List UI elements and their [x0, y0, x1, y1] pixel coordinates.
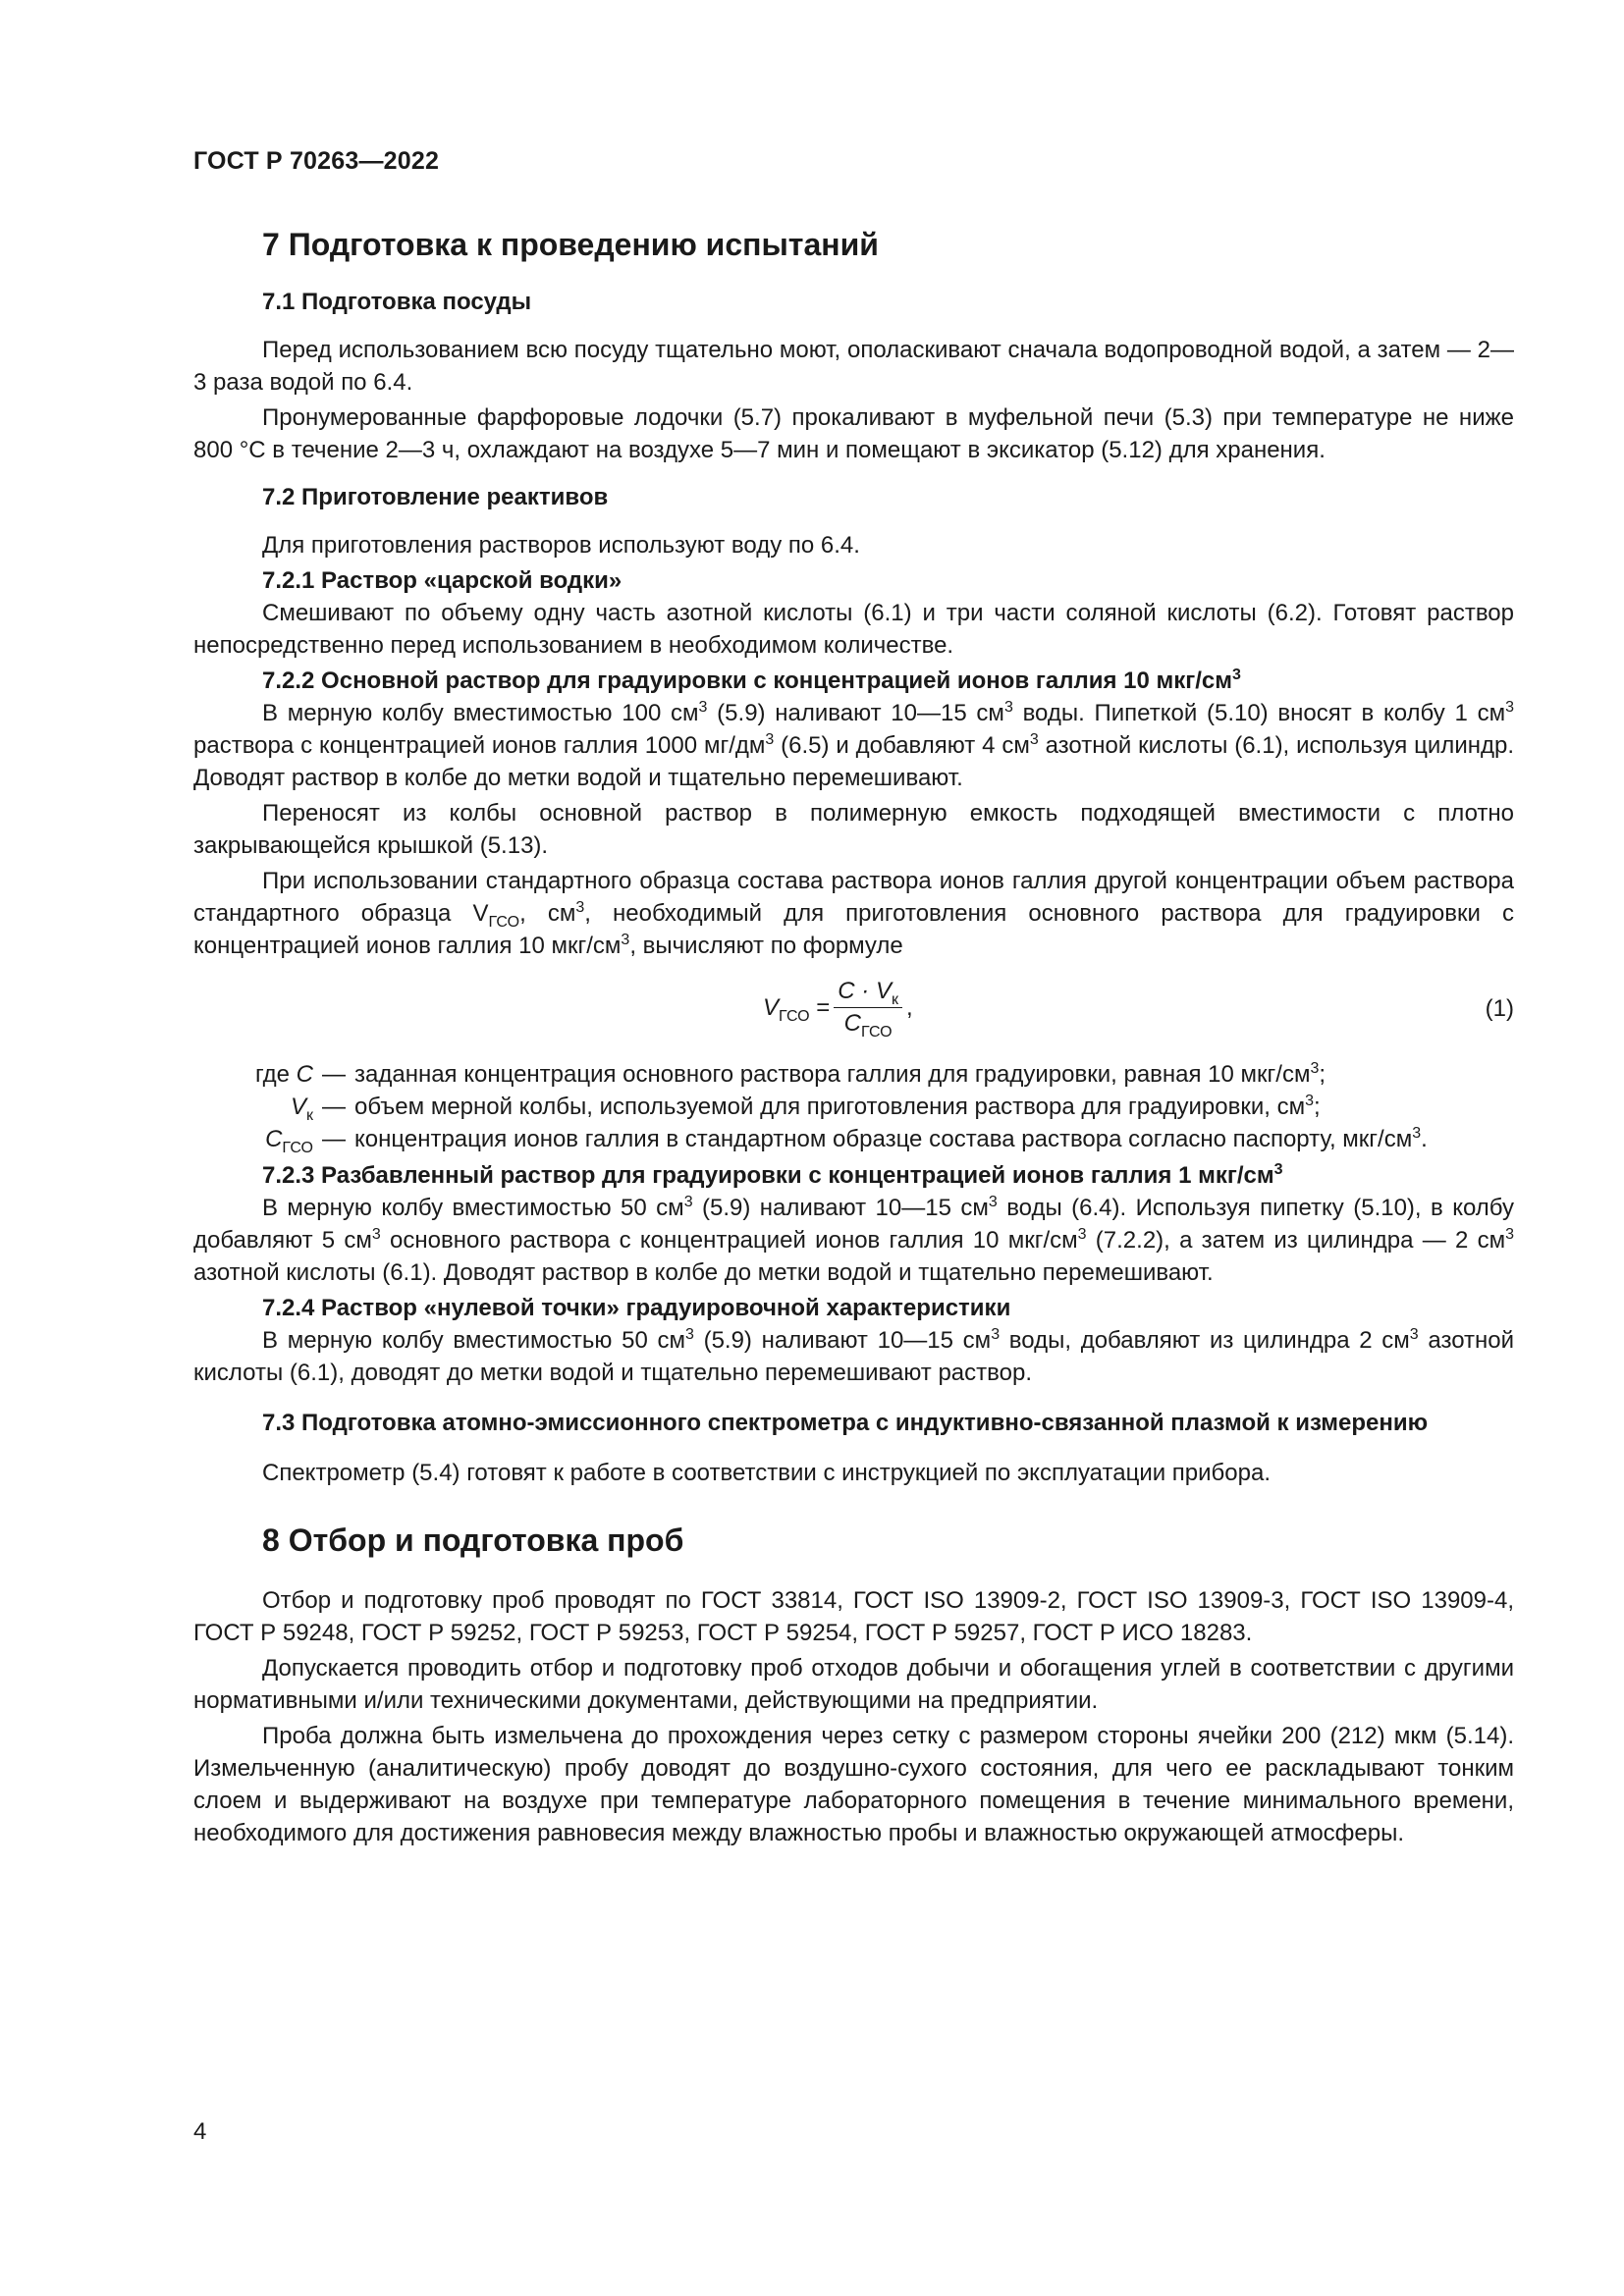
- legend-row-vk: $V_к$ — объем мерной колбы, используемой для приготовления раствора для градуировки, $см^3$;: [290, 1093, 1321, 1124]
- section-8-paragraph-3: Проба должна быть измельчена до прохождения через сетку с размером стороны ячейки 200 (212) мкм (5.14). Измельченную (аналитическую) пробу доводят до воздушно-сухого состояния, для чего ее раскладывают тонким слоем и выдерживают на воздухе при температуре лабораторного помещения в течение минимального времени, необходимого для достижения равновесия между влажностью пробы и влажностью окружающей атмосферы.: [193, 1723, 1514, 1846]
- section-7-2-4-paragraph: В мерную колбу вместимостью 50 $см^3$ (5.9) наливают 10—15 $см^3$ воды, добавляют из цилиндра 2 $см^3$ азотной кислоты (6.1), доводят до метки водой и тщательно перемешивают раствор.: [193, 1326, 1515, 1386]
- legend-row-cgso: $C_{ГСО}$ — концентрация ионов галлия в стандартном образце состава раствора согласно паспорту, мкг/$см^3$.: [265, 1125, 1428, 1156]
- section-7-1-paragraph-1: Перед использованием всю посуду тщательно моют, ополаскивают сначала водопроводной водой, а затем — 2—3 раза водой по 6.4.: [193, 337, 1514, 396]
- section-7-2-intro: Для приготовления растворов используют воду по 6.4.: [262, 532, 860, 559]
- document-page: [193, 147, 1514, 1852]
- formula-legend: [193, 1058, 1514, 1155]
- legend-row-c: где C — заданная концентрация основного раствора галлия для градуировки, равная 10 мкг/$см^3$;: [254, 1060, 1326, 1088]
- section-7-2-title: 7.2 Приготовление реактивов: [262, 484, 609, 510]
- section-7-2-3-paragraph: В мерную колбу вместимостью 50 $см^3$ (5.9) наливают 10—15 $см^3$ воды (6.4). Используя пипетку (5.10), в колбу добавляют 5 $см^3$ основного раствора с концентрацией ионов галлия 10 мкг/$см^3$ (7.2.2), а затем из цилиндра — 2 $см^3$ азотной кислоты (6.1). Доводят раствор в колбе до метки водой и тщательно перемешивают.: [193, 1194, 1515, 1286]
- section-7-3-paragraph: Спектрометр (5.4) готовят к работе в соответствии с инструкцией по эксплуатации прибора.: [262, 1460, 1272, 1486]
- page-number: 4: [193, 2118, 207, 2145]
- formula-number: (1): [1485, 995, 1514, 1022]
- section-7-2-2-paragraph-2: Переносят из колбы основной раствор в полимерную емкость подходящей вместимости с плотно закрывающейся крышкой (5.13).: [193, 800, 1514, 859]
- document-id: ГОСТ Р 70263—2022: [193, 147, 440, 175]
- section-8-paragraph-2: Допускается проводить отбор и подготовку проб отходов добычи и обогащения углей в соответствии с другими нормативными и/или техническими документами, действующими на предприятии.: [193, 1655, 1514, 1714]
- section-8-title: 8 Отбор и подготовка проб: [262, 1522, 684, 1558]
- formula-1: [193, 970, 1514, 1050]
- section-7-1-paragraph-2: Пронумерованные фарфоровые лодочки (5.7) прокаливают в муфельной печи (5.3) при температуре не ниже 800 °С в течение 2—3 ч, охлаждают на воздухе 5—7 мин и помещают в эксикатор (5.12) для хранения.: [193, 404, 1514, 463]
- section-7-2-4-title: 7.2.4 Раствор «нулевой точки» градуировочной характеристики: [262, 1295, 1011, 1321]
- section-7-2-2-paragraph-3: При использовании стандартного образца состава раствора ионов галлия другой концентрации объем раствора стандартного образца $V_{ГСО}$, $см^3$, необходимый для приготовления основного раствора для градуировки с концентрацией ионов галлия 10 мкг/$см^3$, вычисляют по формуле: [193, 868, 1515, 959]
- formula-fraction: $\frac{C \cdot V_к}{C_{ГСО}}$: [834, 978, 902, 1038]
- section-7-1-title: 7.1 Подготовка посуды: [262, 289, 532, 315]
- section-7-2-2-paragraph-1: В мерную колбу вместимостью 100 $см^3$ (5.9) наливают 10—15 $см^3$ воды. Пипеткой (5.10) вносят в колбу 1 $см^3$ раствора с концентрацией ионов галлия 1000 $мг/дм^3$ (6.5) и добавляют 4 $см^3$ азотной кислоты (6.1), используя цилиндр. Доводят раствор в колбе до метки водой и тщательно перемешивают.: [193, 699, 1514, 791]
- section-7-title: 7 Подготовка к проведению испытаний: [262, 227, 879, 262]
- section-7-3-title: 7.3 Подготовка атомно-эмиссионного спектрометра с индуктивно-связанной плазмой к измерению: [262, 1410, 1429, 1436]
- section-7-2-2-title: 7.2.2 Основной раствор для градуировки с концентрацией ионов галлия 10 мкг/$см^3$: [262, 667, 1241, 694]
- section-7-2-1-paragraph: Смешивают по объему одну часть азотной кислоты (6.1) и три части соляной кислоты (6.2). Готовят раствор непосредственно перед использованием в необходимом количестве.: [193, 600, 1514, 659]
- formula-expression: $V_{ГСО}$ = $\frac{C \cdot V_к}{C_{ГСО}}$ ,: [763, 978, 913, 1041]
- section-8-paragraph-1: Отбор и подготовку проб проводят по ГОСТ 33814, ГОСТ ISO 13909-2, ГОСТ ISO 13909-3, ГОСТ ISO 13909-4, ГОСТ Р 59248, ГОСТ Р 59252, ГОСТ Р 59253, ГОСТ Р 59254, ГОСТ Р 59257, ГОСТ Р ИСО 18283.: [193, 1587, 1514, 1646]
- section-7-2-1-title: 7.2.1 Раствор «царской водки»: [262, 567, 623, 594]
- section-7-2-3-title: 7.2.3 Разбавленный раствор для градуировки с концентрацией ионов галлия 1 мкг/$см^3$: [262, 1161, 1283, 1189]
